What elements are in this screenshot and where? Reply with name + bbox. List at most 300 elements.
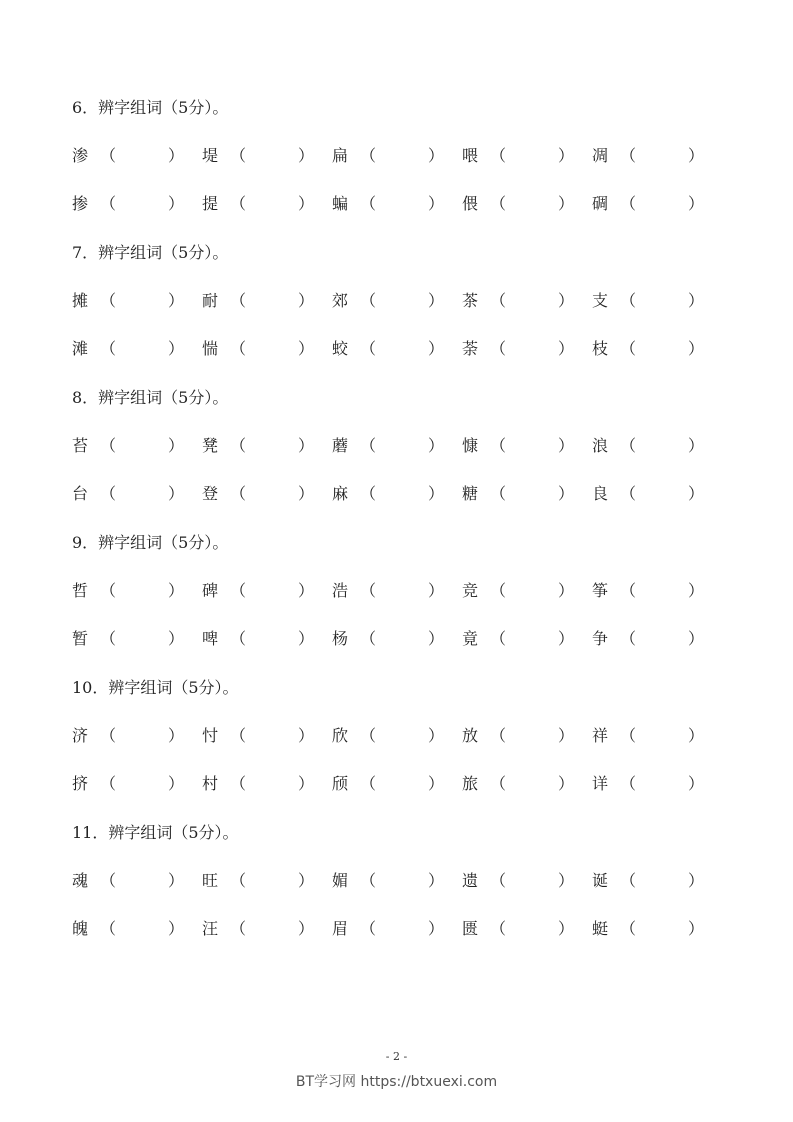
open-paren: （ <box>100 871 117 890</box>
answer-blank[interactable] <box>502 871 554 891</box>
word-item <box>592 194 722 214</box>
open-paren: （ <box>620 339 637 358</box>
word-item <box>332 726 462 746</box>
section-title: 10．辨字组词（5分）。 <box>72 678 239 697</box>
word-item <box>72 436 202 456</box>
close-paren: ） <box>428 629 445 648</box>
close-paren: ） <box>168 339 185 358</box>
word-item <box>462 774 592 794</box>
close-paren: ） <box>428 436 445 455</box>
character: 忖 <box>202 726 219 745</box>
word-item <box>592 436 722 456</box>
open-paren: （ <box>490 436 507 455</box>
answer-blank[interactable] <box>372 194 424 214</box>
character: 惴 <box>202 339 219 358</box>
answer-blank[interactable] <box>112 871 164 891</box>
answer-blank[interactable] <box>632 484 684 504</box>
word-item <box>202 484 332 504</box>
close-paren: ） <box>428 581 445 600</box>
close-paren: ） <box>298 146 315 165</box>
open-paren: （ <box>620 291 637 310</box>
open-paren: （ <box>100 629 117 648</box>
word-item <box>332 581 462 601</box>
answer-blank[interactable] <box>112 436 164 456</box>
open-paren: （ <box>230 194 247 213</box>
word-item <box>462 194 592 214</box>
answer-blank[interactable] <box>242 726 294 746</box>
character: 浩 <box>332 581 349 600</box>
close-paren: ） <box>688 436 705 455</box>
word-item <box>202 146 332 166</box>
close-paren: ） <box>428 919 445 938</box>
close-paren: ） <box>428 146 445 165</box>
character: 匮 <box>462 919 479 938</box>
close-paren: ） <box>428 484 445 503</box>
word-row <box>72 194 712 214</box>
character: 挤 <box>72 774 89 793</box>
answer-blank[interactable] <box>502 581 554 601</box>
open-paren: （ <box>230 291 247 310</box>
open-paren: （ <box>360 339 377 358</box>
close-paren: ） <box>558 919 575 938</box>
section-title: 6．辨字组词（5分）。 <box>72 98 229 117</box>
word-item <box>202 919 332 939</box>
character: 提 <box>202 194 219 213</box>
character: 苔 <box>72 436 89 455</box>
word-item <box>202 871 332 891</box>
word-item <box>592 871 722 891</box>
word-item <box>72 871 202 891</box>
word-row <box>72 629 712 649</box>
answer-blank[interactable] <box>372 871 424 891</box>
open-paren: （ <box>100 726 117 745</box>
character: 村 <box>202 774 219 793</box>
answer-blank[interactable] <box>632 919 684 939</box>
open-paren: （ <box>620 726 637 745</box>
answer-blank[interactable] <box>372 339 424 359</box>
character: 蜓 <box>592 919 609 938</box>
word-item <box>72 291 202 311</box>
close-paren: ） <box>558 774 575 793</box>
answer-blank[interactable] <box>632 871 684 891</box>
word-item <box>332 194 462 214</box>
answer-blank[interactable] <box>242 581 294 601</box>
answer-blank[interactable] <box>502 484 554 504</box>
answer-blank[interactable] <box>502 629 554 649</box>
character: 济 <box>72 726 89 745</box>
close-paren: ） <box>298 194 315 213</box>
word-item <box>72 146 202 166</box>
open-paren: （ <box>230 919 247 938</box>
word-item <box>592 629 722 649</box>
close-paren: ） <box>688 726 705 745</box>
section-title: 9．辨字组词（5分）。 <box>72 533 229 552</box>
open-paren: （ <box>490 774 507 793</box>
character: 竞 <box>462 581 479 600</box>
word-item <box>462 291 592 311</box>
word-item <box>592 146 722 166</box>
character: 颀 <box>332 774 349 793</box>
answer-blank[interactable] <box>242 871 294 891</box>
word-row <box>72 726 712 746</box>
answer-blank[interactable] <box>112 339 164 359</box>
word-item <box>462 919 592 939</box>
close-paren: ） <box>168 629 185 648</box>
close-paren: ） <box>428 726 445 745</box>
close-paren: ） <box>168 484 185 503</box>
answer-blank[interactable] <box>372 484 424 504</box>
open-paren: （ <box>490 871 507 890</box>
character: 支 <box>592 291 609 310</box>
word-item <box>202 726 332 746</box>
character: 旺 <box>202 871 219 890</box>
answer-blank[interactable] <box>632 194 684 214</box>
character: 祥 <box>592 726 609 745</box>
answer-blank[interactable] <box>112 146 164 166</box>
close-paren: ） <box>558 629 575 648</box>
word-item <box>332 436 462 456</box>
open-paren: （ <box>490 339 507 358</box>
character: 杨 <box>332 629 349 648</box>
open-paren: （ <box>490 726 507 745</box>
open-paren: （ <box>490 581 507 600</box>
open-paren: （ <box>490 194 507 213</box>
word-item <box>202 194 332 214</box>
word-row <box>72 871 712 891</box>
answer-blank[interactable] <box>502 194 554 214</box>
answer-blank[interactable] <box>632 291 684 311</box>
close-paren: ） <box>298 484 315 503</box>
character: 眉 <box>332 919 349 938</box>
answer-blank[interactable] <box>632 339 684 359</box>
answer-blank[interactable] <box>112 194 164 214</box>
open-paren: （ <box>230 726 247 745</box>
character: 扁 <box>332 146 349 165</box>
answer-blank[interactable] <box>242 436 294 456</box>
answer-blank[interactable] <box>242 774 294 794</box>
word-row <box>72 581 712 601</box>
open-paren: （ <box>100 774 117 793</box>
answer-blank[interactable] <box>372 726 424 746</box>
character: 浪 <box>592 436 609 455</box>
open-paren: （ <box>360 436 377 455</box>
open-paren: （ <box>620 194 637 213</box>
character: 糖 <box>462 484 479 503</box>
character: 诞 <box>592 871 609 890</box>
word-row <box>72 146 712 166</box>
word-item <box>592 339 722 359</box>
answer-blank[interactable] <box>242 919 294 939</box>
open-paren: （ <box>490 146 507 165</box>
character: 蘑 <box>332 436 349 455</box>
close-paren: ） <box>168 726 185 745</box>
close-paren: ） <box>688 194 705 213</box>
word-item <box>72 774 202 794</box>
answer-blank[interactable] <box>632 629 684 649</box>
close-paren: ） <box>428 871 445 890</box>
close-paren: ） <box>428 291 445 310</box>
close-paren: ） <box>298 436 315 455</box>
open-paren: （ <box>230 871 247 890</box>
open-paren: （ <box>620 146 637 165</box>
close-paren: ） <box>168 871 185 890</box>
open-paren: （ <box>490 484 507 503</box>
close-paren: ） <box>558 726 575 745</box>
word-row <box>72 291 712 311</box>
character: 啤 <box>202 629 219 648</box>
answer-blank[interactable] <box>242 339 294 359</box>
character: 荼 <box>462 339 479 358</box>
open-paren: （ <box>230 629 247 648</box>
character: 筝 <box>592 581 609 600</box>
word-item <box>202 581 332 601</box>
character: 凳 <box>202 436 219 455</box>
answer-blank[interactable] <box>502 436 554 456</box>
close-paren: ） <box>298 919 315 938</box>
open-paren: （ <box>620 581 637 600</box>
open-paren: （ <box>100 194 117 213</box>
character: 耐 <box>202 291 219 310</box>
word-item <box>72 194 202 214</box>
word-item <box>332 871 462 891</box>
open-paren: （ <box>360 484 377 503</box>
close-paren: ） <box>688 484 705 503</box>
word-item <box>202 339 332 359</box>
close-paren: ） <box>298 871 315 890</box>
close-paren: ） <box>298 581 315 600</box>
answer-blank[interactable] <box>372 146 424 166</box>
open-paren: （ <box>230 484 247 503</box>
close-paren: ） <box>168 194 185 213</box>
answer-blank[interactable] <box>242 484 294 504</box>
word-item <box>332 291 462 311</box>
close-paren: ） <box>688 629 705 648</box>
close-paren: ） <box>298 339 315 358</box>
answer-blank[interactable] <box>242 194 294 214</box>
answer-blank[interactable] <box>112 919 164 939</box>
answer-blank[interactable] <box>372 291 424 311</box>
word-item <box>462 339 592 359</box>
close-paren: ） <box>558 339 575 358</box>
footer-watermark: BT学习网 https://btxuexi.com <box>295 1074 498 1090</box>
answer-blank[interactable] <box>112 726 164 746</box>
answer-blank[interactable] <box>112 774 164 794</box>
character: 茶 <box>462 291 479 310</box>
character: 慷 <box>462 436 479 455</box>
word-item <box>202 291 332 311</box>
close-paren: ） <box>688 291 705 310</box>
character: 放 <box>462 726 479 745</box>
character: 滩 <box>72 339 89 358</box>
character: 渗 <box>72 146 89 165</box>
word-item <box>72 484 202 504</box>
word-item <box>592 291 722 311</box>
word-item <box>592 484 722 504</box>
character: 欣 <box>332 726 349 745</box>
answer-blank[interactable] <box>242 291 294 311</box>
word-row <box>72 774 712 794</box>
close-paren: ） <box>168 291 185 310</box>
answer-blank[interactable] <box>502 146 554 166</box>
close-paren: ） <box>428 774 445 793</box>
open-paren: （ <box>100 339 117 358</box>
close-paren: ） <box>428 194 445 213</box>
word-item <box>332 629 462 649</box>
open-paren: （ <box>490 291 507 310</box>
open-paren: （ <box>490 919 507 938</box>
character: 郊 <box>332 291 349 310</box>
answer-blank[interactable] <box>372 919 424 939</box>
character: 凋 <box>592 146 609 165</box>
character: 良 <box>592 484 609 503</box>
open-paren: （ <box>360 629 377 648</box>
answer-blank[interactable] <box>632 436 684 456</box>
answer-blank[interactable] <box>372 581 424 601</box>
word-item <box>592 774 722 794</box>
section-title: 7．辨字组词（5分）。 <box>72 243 229 262</box>
close-paren: ） <box>168 919 185 938</box>
answer-blank[interactable] <box>372 436 424 456</box>
open-paren: （ <box>230 339 247 358</box>
word-item <box>592 581 722 601</box>
word-item <box>332 146 462 166</box>
answer-blank[interactable] <box>242 146 294 166</box>
open-paren: （ <box>360 146 377 165</box>
character: 遗 <box>462 871 479 890</box>
character: 掺 <box>72 194 89 213</box>
character: 堤 <box>202 146 219 165</box>
open-paren: （ <box>100 291 117 310</box>
close-paren: ） <box>688 339 705 358</box>
answer-blank[interactable] <box>502 726 554 746</box>
word-item <box>332 774 462 794</box>
open-paren: （ <box>360 774 377 793</box>
answer-blank[interactable] <box>502 339 554 359</box>
open-paren: （ <box>100 919 117 938</box>
close-paren: ） <box>168 436 185 455</box>
close-paren: ） <box>168 146 185 165</box>
answer-blank[interactable] <box>372 629 424 649</box>
close-paren: ） <box>558 871 575 890</box>
word-item <box>462 436 592 456</box>
close-paren: ） <box>558 291 575 310</box>
character: 登 <box>202 484 219 503</box>
character: 麻 <box>332 484 349 503</box>
close-paren: ） <box>688 919 705 938</box>
open-paren: （ <box>490 629 507 648</box>
character: 偎 <box>462 194 479 213</box>
open-paren: （ <box>620 871 637 890</box>
open-paren: （ <box>360 194 377 213</box>
character: 详 <box>592 774 609 793</box>
answer-blank[interactable] <box>112 291 164 311</box>
open-paren: （ <box>620 774 637 793</box>
character: 摊 <box>72 291 89 310</box>
open-paren: （ <box>360 919 377 938</box>
open-paren: （ <box>230 436 247 455</box>
word-item <box>72 919 202 939</box>
word-item <box>202 436 332 456</box>
answer-blank[interactable] <box>632 581 684 601</box>
close-paren: ） <box>558 194 575 213</box>
character: 蝙 <box>332 194 349 213</box>
word-item <box>462 726 592 746</box>
close-paren: ） <box>688 871 705 890</box>
close-paren: ） <box>688 146 705 165</box>
character: 魄 <box>72 919 89 938</box>
word-item <box>72 726 202 746</box>
close-paren: ） <box>558 146 575 165</box>
character: 汪 <box>202 919 219 938</box>
character: 暂 <box>72 629 89 648</box>
answer-blank[interactable] <box>502 291 554 311</box>
answer-blank[interactable] <box>632 146 684 166</box>
word-item <box>462 629 592 649</box>
answer-blank[interactable] <box>632 726 684 746</box>
word-item <box>332 484 462 504</box>
character: 媚 <box>332 871 349 890</box>
close-paren: ） <box>298 726 315 745</box>
close-paren: ） <box>298 774 315 793</box>
open-paren: （ <box>100 146 117 165</box>
open-paren: （ <box>620 919 637 938</box>
word-item <box>462 484 592 504</box>
close-paren: ） <box>428 339 445 358</box>
open-paren: （ <box>230 581 247 600</box>
word-item <box>592 919 722 939</box>
character: 台 <box>72 484 89 503</box>
word-row <box>72 484 712 504</box>
word-item <box>332 919 462 939</box>
answer-blank[interactable] <box>112 484 164 504</box>
section-title: 11．辨字组词（5分）。 <box>72 823 239 842</box>
close-paren: ） <box>688 581 705 600</box>
answer-blank[interactable] <box>502 774 554 794</box>
word-row <box>72 436 712 456</box>
open-paren: （ <box>230 146 247 165</box>
word-item <box>462 146 592 166</box>
open-paren: （ <box>620 436 637 455</box>
answer-blank[interactable] <box>112 581 164 601</box>
answer-blank[interactable] <box>242 629 294 649</box>
word-row <box>72 339 712 359</box>
word-item <box>72 339 202 359</box>
close-paren: ） <box>558 581 575 600</box>
close-paren: ） <box>168 774 185 793</box>
close-paren: ） <box>168 581 185 600</box>
answer-blank[interactable] <box>372 774 424 794</box>
word-item <box>592 726 722 746</box>
open-paren: （ <box>360 726 377 745</box>
word-item <box>462 871 592 891</box>
answer-blank[interactable] <box>502 919 554 939</box>
character: 碑 <box>202 581 219 600</box>
word-item <box>72 581 202 601</box>
close-paren: ） <box>558 484 575 503</box>
open-paren: （ <box>620 484 637 503</box>
character: 旅 <box>462 774 479 793</box>
page-number: - 2 - <box>385 1050 408 1063</box>
open-paren: （ <box>360 291 377 310</box>
close-paren: ） <box>688 774 705 793</box>
answer-blank[interactable] <box>112 629 164 649</box>
word-item <box>202 774 332 794</box>
answer-blank[interactable] <box>632 774 684 794</box>
character: 魂 <box>72 871 89 890</box>
word-item <box>72 629 202 649</box>
close-paren: ） <box>558 436 575 455</box>
character: 枝 <box>592 339 609 358</box>
